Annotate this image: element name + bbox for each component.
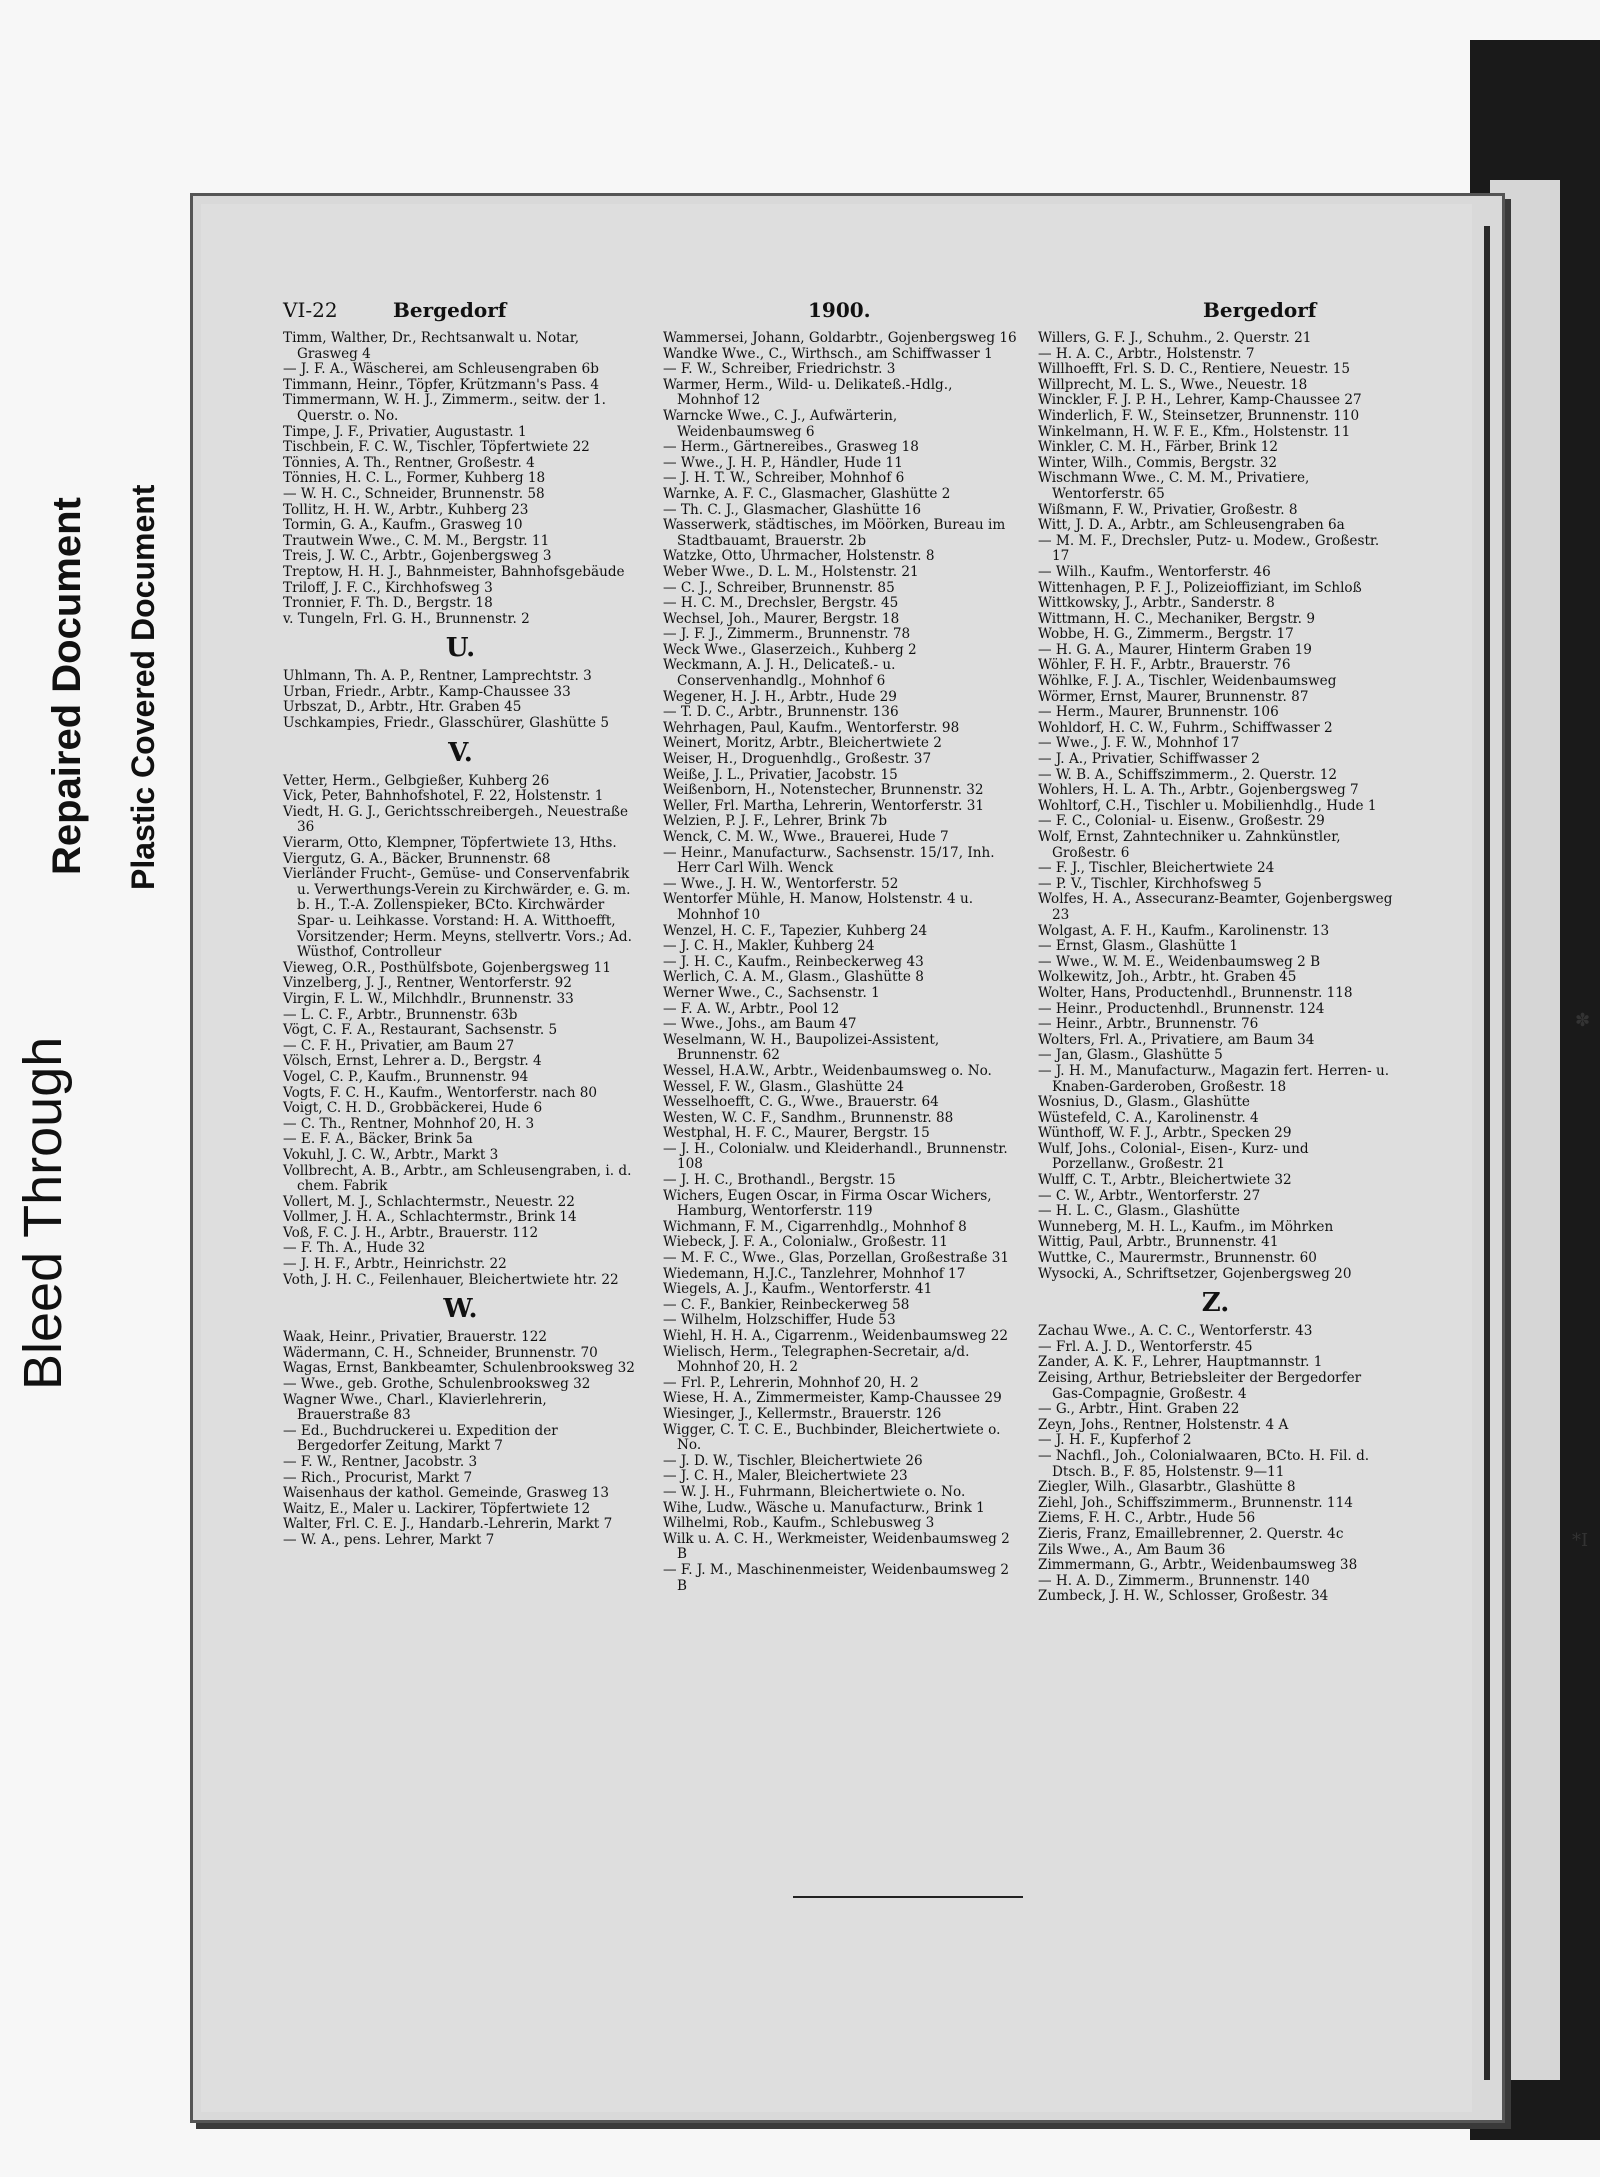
directory-entry: Warmer, Herm., Wild- u. Delikateß.-Hdlg., Mohnhof 12 — [663, 376, 953, 409]
directory-entry: Timm, Walther, Dr., Rechtsanwalt u. Notar, Grasweg 4 — [283, 330, 580, 362]
directory-entry: Willprecht, M. L. S., Wwe., Neuestr. 18 — [1038, 376, 1308, 393]
directory-entry: Tormin, G. A., Kaufm., Grasweg 10 — [283, 517, 523, 534]
page-number: VI-22 — [283, 298, 338, 322]
directory-entry: — H. A. D., Zimmerm., Brunnenstr. 140 — [1038, 1572, 1310, 1589]
directory-entry: — W. H. C., Schneider, Brunnenstr. 58 — [283, 485, 545, 502]
directory-entry: Wittmann, H. C., Mechaniker, Bergstr. 9 — [1038, 610, 1315, 627]
directory-entry: Winkelmann, H. W. F. E., Kfm., Holstenstr. 11 — [1038, 423, 1351, 440]
directory-entry: Vick, Peter, Bahnhofshotel, F. 22, Holstenstr. 1 — [283, 788, 604, 805]
directory-entry: Wolfes, H. A., Assecuranz-Beamter, Gojenbergsweg 23 — [1038, 891, 1393, 923]
directory-entry: Wihe, Ludw., Wäsche u. Manufacturw., Brink 1 — [663, 1499, 985, 1516]
directory-entry: — Herm., Gärtnereibes., Grasweg 18 — [663, 439, 919, 456]
directory-entry: — J. H. C., Kaufm., Reinbeckerweg 43 — [663, 953, 924, 970]
header-left-title: Bergedorf — [393, 298, 507, 322]
directory-entry: Winckler, F. J. P. H., Lehrer, Kamp-Chaussee 27 — [1038, 392, 1362, 409]
directory-entry: Wegener, H. J. H., Arbtr., Hude 29 — [663, 688, 897, 705]
directory-entry: — G., Arbtr., Hint. Graben 22 — [1038, 1401, 1240, 1418]
directory-entry: — M. F. C., Wwe., Glas, Porzellan, Großestraße 31 — [663, 1250, 1009, 1267]
section-letter-heading: U. — [445, 633, 476, 664]
directory-entry: Wichers, Eugen Oscar, in Firma Oscar Wichers, Hamburg, Wentorferstr. 119 — [663, 1187, 992, 1220]
directory-entry: Voß, F. C. J. H., Arbtr., Brauerstr. 112 — [283, 1224, 539, 1241]
directory-entry: Timmermann, W. H. J., Zimmerm., seitw. der 1. Querstr. o. No. — [283, 392, 606, 424]
directory-entry: — Herm., Maurer, Brunnenstr. 106 — [1038, 704, 1279, 721]
directory-entry: Willhoefft, Frl. S. D. C., Rentiere, Neuestr. 15 — [1038, 361, 1351, 378]
directory-entry: Wolters, Frl. A., Privatiere, am Baum 34 — [1038, 1031, 1315, 1048]
directory-entry: Vogts, F. C. H., Kaufm., Wentorferstr. nach 80 — [283, 1084, 598, 1101]
directory-entry: Wiebeck, J. F. A., Colonialw., Großestr. 11 — [663, 1234, 948, 1251]
directory-entry: — F. C., Colonial- u. Eisenw., Großestr. 29 — [1038, 813, 1325, 830]
directory-entry: Weber Wwe., D. L. M., Holstenstr. 21 — [663, 563, 919, 580]
directory-entry: Winter, Wilh., Commis, Bergstr. 32 — [1038, 454, 1278, 471]
document-labels — [0, 0, 190, 2177]
directory-entry: Waak, Heinr., Privatier, Brauerstr. 122 — [283, 1329, 548, 1346]
directory-entry: Viergutz, G. A., Bäcker, Brunnenstr. 68 — [283, 850, 551, 867]
directory-entry: — Ernst, Glasm., Glashütte 1 — [1038, 938, 1239, 955]
directory-entry: — Th. C. J., Glasmacher, Glashütte 16 — [663, 501, 922, 518]
directory-entry: Uhlmann, Th. A. P., Rentner, Lamprechtstr. 3 — [283, 668, 592, 685]
directory-entry: Wehrhagen, Paul, Kaufm., Wentorferstr. 98 — [663, 719, 960, 736]
directory-entry: Zieris, Franz, Emaillebrenner, 2. Querstr. 4c — [1038, 1525, 1344, 1542]
directory-entry: — Wwe., J. F. W., Mohnhof 17 — [1038, 735, 1240, 752]
directory-entry: Wöhler, F. H. F., Arbtr., Brauerstr. 76 — [1038, 657, 1291, 674]
directory-entry: Wesselhoefft, C. G., Wwe., Brauerstr. 64 — [663, 1094, 939, 1111]
directory-entry: Wentorfer Mühle, H. Manow, Holstenstr. 4 u. Mohnhof 10 — [663, 891, 974, 923]
directory-entry: Wandke Wwe., C., Wirthsch., am Schiffwasser 1 — [663, 345, 993, 362]
directory-entry: Zander, A. K. F., Lehrer, Hauptmannstr. 1 — [1038, 1354, 1323, 1371]
directory-entry: Witt, J. D. A., Arbtr., am Schleusengraben 6a — [1038, 517, 1345, 534]
directory-entry: — F. J. M., Maschinenmeister, Weidenbaumsweg 2 B — [663, 1561, 1010, 1594]
directory-entry: — J. H. F., Kupferhof 2 — [1038, 1432, 1192, 1449]
document-page — [190, 193, 1505, 2123]
directory-entry: Waitz, E., Maler u. Lackirer, Töpfertwiete 12 — [283, 1500, 591, 1517]
directory-entry: Weinert, Moritz, Arbtr., Bleichertwiete 2 — [663, 735, 942, 752]
directory-entry: Wädermann, C. H., Schneider, Brunnenstr. 70 — [283, 1344, 598, 1361]
directory-entry: Vogel, C. P., Kaufm., Brunnenstr. 94 — [283, 1068, 529, 1085]
directory-entry: Wolkewitz, Joh., Arbtr., ht. Graben 45 — [1038, 969, 1297, 986]
directory-entry: — Wwe., Johs., am Baum 47 — [663, 1016, 857, 1033]
directory-entry: — C. F. H., Privatier, am Baum 27 — [283, 1037, 515, 1054]
edge-mark: ✽ — [1575, 1010, 1591, 1031]
directory-entry: Tönnies, H. C. L., Former, Kuhberg 18 — [283, 470, 546, 487]
directory-entry: Wiesinger, J., Kellermstr., Brauerstr. 126 — [663, 1405, 942, 1422]
directory-entry: Vollbrecht, A. B., Arbtr., am Schleusengraben, i. d. chem. Fabrik — [283, 1162, 632, 1195]
directory-entry: Vögt, C. F. A., Restaurant, Sachsenstr. 5 — [283, 1022, 558, 1039]
directory-entry: Wiedemann, H.J.C., Tanzlehrer, Mohnhof 17 — [663, 1265, 966, 1282]
directory-entry: Treis, J. W. C., Arbtr., Gojenbergsweg 3 — [283, 548, 552, 565]
directory-entry: — J. H., Colonialw. und Kleiderhandl., Brunnenstr. 108 — [663, 1140, 1008, 1173]
directory-entry: Wilk u. A. C. H., Werkmeister, Weidenbaumsweg 2 B — [663, 1530, 1010, 1563]
directory-entry: Wessel, H.A.W., Arbtr., Weidenbaumsweg o. No. — [663, 1062, 992, 1079]
directory-entry: Timmann, Heinr., Töpfer, Krützmann's Pass. 4 — [283, 376, 600, 393]
directory-entry: — L. C. F., Arbtr., Brunnenstr. 63b — [283, 1006, 518, 1023]
directory-entry: Trautwein Wwe., C. M. M., Bergstr. 11 — [283, 532, 550, 549]
directory-entry: Weiße, J. L., Privatier, Jacobstr. 15 — [663, 766, 898, 783]
directory-entry: Weiser, H., Droguenhdlg., Großestr. 37 — [663, 751, 932, 768]
directory-entry: Tischbein, F. C. W., Tischler, Töpfertwiete 22 — [283, 439, 590, 456]
directory-entry: — Wwe., J. H. W., Wentorferstr. 52 — [663, 875, 899, 892]
directory-entry: Triloff, J. F. C., Kirchhofsweg 3 — [283, 579, 493, 596]
directory-entry: Weckmann, A. J. H., Delicateß.- u. Conservenhandlg., Mohnhof 6 — [663, 657, 896, 690]
directory-entry: Wagas, Ernst, Bankbeamter, Schulenbrooksweg 32 — [283, 1360, 635, 1377]
directory-column-2 — [663, 331, 1018, 1594]
directory-entry: — C. Th., Rentner, Mohnhof 20, H. 3 — [283, 1115, 535, 1132]
directory-entry: Wörmer, Ernst, Maurer, Brunnenstr. 87 — [1038, 688, 1309, 705]
directory-entry: Virgin, F. L. W., Milchhdlr., Brunnenstr. 33 — [283, 990, 574, 1007]
directory-entry: — Wilhelm, Holzschiffer, Hude 53 — [663, 1312, 896, 1329]
directory-entry: Wißmann, F. W., Privatier, Großestr. 8 — [1038, 501, 1298, 518]
header-right-title: Bergedorf — [1203, 298, 1317, 322]
directory-entry: Weselmann, W. H., Baupolizei-Assistent, Brunnenstr. 62 — [663, 1031, 940, 1064]
directory-entry: Vierländer Frucht-, Gemüse- und Conservenfabrik u. Verwerthungs-Verein zu Kirchwärder, e. G. m. b. H., T.-A. Zollenspieker, BCto. Kirchwärder Spar- u. Leihkasse. Vorstand: H. A. Witthoefft, Vorsitzender; Herm. Meyns, stellvertr. Vors.; Ad. Wüsthof, Controlleur — [283, 866, 632, 961]
directory-entry: — J. D. W., Tischler, Bleichertwiete 26 — [663, 1452, 923, 1469]
directory-entry: Weller, Frl. Martha, Lehrerin, Wentorferstr. 31 — [663, 797, 985, 814]
directory-entry: Vetter, Herm., Gelbgießer, Kuhberg 26 — [283, 772, 550, 789]
directory-entry: — J. H. M., Manufacturw., Magazin fert. Herren- u. Knaben-Garderoben, Großestr. 18 — [1038, 1062, 1390, 1095]
bleed-through-label: Bleed Through — [13, 1036, 73, 1390]
directory-entry: — W. A., pens. Lehrer, Markt 7 — [283, 1531, 495, 1548]
directory-entry: — F. W., Schreiber, Friedrichstr. 3 — [663, 361, 896, 378]
directory-entry: — F. A. W., Arbtr., Pool 12 — [663, 1000, 840, 1017]
directory-entry: Wittkowsky, J., Arbtr., Sanderstr. 8 — [1038, 595, 1275, 612]
directory-entry: Werlich, C. A. M., Glasm., Glashütte 8 — [663, 969, 924, 986]
directory-entry: Vokuhl, J. C. W., Arbtr., Markt 3 — [283, 1146, 499, 1163]
directory-entry: Wosnius, D., Glasm., Glashütte — [1038, 1094, 1250, 1111]
directory-entry: Vinzelberg, J. J., Rentner, Wentorferstr. 92 — [283, 975, 572, 992]
directory-entry: Wolgast, A. F. H., Kaufm., Karolinenstr. 13 — [1038, 922, 1330, 939]
directory-entry: Urbszat, D., Arbtr., Htr. Graben 45 — [283, 699, 522, 716]
directory-entry: v. Tungeln, Frl. G. H., Brunnenstr. 2 — [283, 610, 530, 627]
directory-entry: — J. F. A., Wäscherei, am Schleusengraben 6b — [283, 361, 599, 378]
directory-entry: Wohldorf, H. C. W., Fuhrm., Schiffwasser 2 — [1038, 719, 1333, 736]
directory-entry: — J. C. H., Maler, Bleichertwiete 23 — [663, 1468, 908, 1485]
directory-entry: Wammersei, Johann, Goldarbtr., Gojenbergsweg 16 — [663, 330, 1017, 346]
directory-entry: — C. F., Bankier, Reinbeckerweg 58 — [663, 1296, 910, 1313]
edge-mark: *I — [1572, 1530, 1589, 1551]
page-header — [283, 298, 1393, 328]
directory-entry: Wenck, C. M. W., Wwe., Brauerei, Hude 7 — [663, 829, 949, 845]
directory-entry: Uschkampies, Friedr., Glasschürer, Glashütte 5 — [283, 715, 610, 732]
directory-entry: Watzke, Otto, Uhrmacher, Holstenstr. 8 — [663, 548, 935, 565]
page-fold — [1484, 226, 1490, 2080]
directory-entry: Voth, J. H. C., Feilenhauer, Bleichertwiete htr. 22 — [283, 1271, 619, 1288]
directory-entry: — M. M. F., Drechsler, Putz- u. Modew., Großestr. 17 — [1038, 532, 1380, 565]
directory-entry: Völsch, Ernst, Lehrer a. D., Bergstr. 4 — [283, 1053, 542, 1070]
directory-entry: Wulf, Johs., Colonial-, Eisen-, Kurz- und Porzellanw., Großestr. 21 — [1038, 1140, 1309, 1173]
directory-entry: Wiese, H. A., Zimmermeister, Kamp-Chaussee 29 — [663, 1390, 1002, 1407]
directory-entry: Wüstefeld, C. A., Karolinenstr. 4 — [1038, 1109, 1259, 1126]
section-letter-heading: W. — [443, 1294, 478, 1325]
directory-entry: Wolter, Hans, Productenhdl., Brunnenstr. 118 — [1038, 984, 1353, 1001]
directory-entry: — Wwe., geb. Grothe, Schulenbrooksweg 32 — [283, 1376, 591, 1393]
directory-entry: Ziegler, Wilh., Glasarbtr., Glashütte 8 — [1038, 1479, 1296, 1496]
directory-entry: Viedt, H. G. J., Gerichtsschreibergeh., Neuestraße 36 — [283, 803, 629, 836]
directory-entry: — P. V., Tischler, Kirchhofsweg 5 — [1038, 875, 1262, 892]
directory-entry: Tronnier, F. Th. D., Bergstr. 18 — [283, 595, 493, 612]
directory-entry: Tollitz, H. H. W., Arbtr., Kuhberg 23 — [283, 501, 529, 518]
directory-entry: Zeyn, Johs., Rentner, Holstenstr. 4 A — [1038, 1416, 1289, 1433]
directory-entry: Wiehl, H. H. A., Cigarrenm., Weidenbaumsweg 22 — [663, 1328, 1009, 1344]
directory-entry: Weißenborn, H., Notenstecher, Brunnenstr. 32 — [663, 782, 984, 799]
directory-entry: Wiegels, A. J., Kaufm., Wentorferstr. 41 — [663, 1281, 933, 1298]
directory-entry: — F. W., Rentner, Jacobstr. 3 — [283, 1454, 478, 1470]
directory-entry: — T. D. C., Arbtr., Brunnenstr. 136 — [663, 704, 899, 721]
plastic-covered-label: Plastic Covered Document — [125, 484, 161, 890]
directory-entry: Westen, W. C. F., Sandhm., Brunnenstr. 88 — [663, 1109, 954, 1126]
directory-entry: — F. Th. A., Hude 32 — [283, 1240, 426, 1257]
directory-entry: Vieweg, O.R., Posthülfsbote, Gojenbergsweg 11 — [283, 959, 611, 976]
directory-entry: — Jan, Glasm., Glashütte 5 — [1038, 1047, 1223, 1064]
directory-column-1 — [283, 331, 638, 1549]
directory-entry: — Heinr., Manufacturw., Sachsenstr. 15/17, Inh. Herr Carl Wilh. Wenck — [663, 844, 995, 877]
directory-entry: — W. J. H., Fuhrmann, Bleichertwiete o. No. — [663, 1483, 966, 1500]
directory-entry: Wischmann Wwe., C. M. M., Privatiere, Wentorferstr. 65 — [1038, 470, 1310, 502]
directory-entry: Winkler, C. M. H., Färber, Brink 12 — [1038, 439, 1278, 456]
directory-entry: — C. J., Schreiber, Brunnenstr. 85 — [663, 579, 895, 596]
section-letter-heading: V. — [448, 737, 473, 768]
directory-column-3 — [1038, 331, 1393, 1605]
directory-entry: — H. G. A., Maurer, Hinterm Graben 19 — [1038, 641, 1312, 658]
directory-entry: — Nachfl., Joh., Colonialwaaren, BCto. H. Fil. d. Dtsch. B., F. 85, Holstenstr. 9—11 — [1038, 1447, 1370, 1480]
directory-entry: Vollmer, J. H. A., Schlachtermstr., Brink 14 — [283, 1209, 577, 1226]
directory-entry: Zimmermann, G., Arbtr., Weidenbaumsweg 38 — [1038, 1557, 1358, 1574]
section-letter-heading: Z. — [1201, 1288, 1230, 1319]
directory-entry: — W. B. A., Schiffszimmerm., 2. Querstr. 12 — [1038, 766, 1338, 783]
directory-entry: Wobbe, H. G., Zimmerm., Bergstr. 17 — [1038, 626, 1294, 643]
directory-entry: Ziehl, Joh., Schiffszimmerm., Brunnenstr. 114 — [1038, 1494, 1353, 1511]
directory-entry: — J. H. F., Arbtr., Heinrichstr. 22 — [283, 1256, 507, 1273]
directory-entry: Wenzel, H. C. F., Tapezier, Kuhberg 24 — [663, 922, 928, 939]
directory-entry: Wuttke, C., Maurermstr., Brunnenstr. 60 — [1038, 1250, 1317, 1267]
directory-entry: Westphal, H. F. C., Maurer, Bergstr. 15 — [663, 1125, 930, 1142]
directory-entry: — Wwe., J. H. P., Händler, Hude 11 — [663, 454, 903, 471]
directory-entry: — J. A., Privatier, Schiffwasser 2 — [1038, 751, 1260, 768]
directory-entry: — J. H. C., Brothandl., Bergstr. 15 — [663, 1172, 896, 1189]
directory-entry: Zeising, Arthur, Betriebsleiter der Bergedorfer Gas-Compagnie, Großestr. 4 — [1038, 1370, 1362, 1402]
directory-entry: Vierarm, Otto, Klempner, Töpfertwiete 13, Hths. — [283, 835, 617, 852]
directory-entry: Wöhlke, F. J. A., Tischler, Weidenbaumsweg — [1038, 673, 1337, 690]
directory-entry: Wysocki, A., Schriftsetzer, Gojenbergsweg 20 — [1038, 1265, 1352, 1282]
directory-entry: Wigger, C. T. C. E., Buchbinder, Bleichertwiete o. No. — [663, 1421, 1001, 1454]
directory-entry: — Frl. P., Lehrerin, Mohnhof 20, H. 2 — [663, 1374, 919, 1391]
directory-entry: Wielisch, Herm., Telegraphen-Secretair, a/d. Mohnhof 20, H. 2 — [663, 1343, 970, 1376]
directory-entry: Voigt, C. H. D., Grobbäckerei, Hude 6 — [283, 1100, 543, 1117]
directory-entry: Zils Wwe., A., Am Baum 36 — [1038, 1541, 1226, 1558]
directory-entry: Treptow, H. H. J., Bahnmeister, Bahnhofsgebäude — [283, 563, 625, 580]
directory-entry: Waisenhaus der kathol. Gemeinde, Grasweg 13 — [283, 1485, 609, 1502]
directory-entry: — E. F. A., Bäcker, Brink 5a — [283, 1131, 473, 1148]
directory-entry: — Frl. A. J. D., Wentorferstr. 45 — [1038, 1338, 1253, 1355]
directory-entry: — C. W., Arbtr., Wentorferstr. 27 — [1038, 1187, 1261, 1204]
directory-entry: Wilhelmi, Rob., Kaufm., Schlebusweg 3 — [663, 1515, 935, 1532]
directory-entry: Wagner Wwe., Charl., Klavierlehrerin, Brauerstraße 83 — [283, 1391, 547, 1424]
directory-entry: Weck Wwe., Glaserzeich., Kuhberg 2 — [663, 641, 917, 658]
directory-entry: Tönnies, A. Th., Rentner, Großestr. 4 — [283, 454, 535, 471]
directory-entry: Ziems, F. H. C., Arbtr., Hude 56 — [1038, 1510, 1256, 1527]
directory-entry: Wünthoff, W. F. J., Arbtr., Specken 29 — [1038, 1125, 1292, 1142]
directory-entry: Wunneberg, M. H. L., Kaufm., im Möhrken — [1038, 1218, 1334, 1235]
directory-entry: Wittig, Paul, Arbtr., Brunnenstr. 41 — [1038, 1234, 1279, 1251]
directory-entry: — Ed., Buchdruckerei u. Expedition der Bergedorfer Zeitung, Markt 7 — [283, 1422, 558, 1455]
directory-entry: Warncke Wwe., C. J., Aufwärterin, Weidenbaumsweg 6 — [663, 407, 898, 440]
directory-entry: Zachau Wwe., A. C. C., Wentorferstr. 43 — [1038, 1323, 1313, 1340]
directory-entry: — J. C. H., Makler, Kuhberg 24 — [663, 938, 875, 955]
directory-entry: Timpe, J. F., Privatier, Augustastr. 1 — [283, 423, 527, 440]
directory-entry: — J. F. J., Zimmerm., Brunnenstr. 78 — [663, 626, 911, 643]
directory-entry: Wessel, F. W., Glasm., Glashütte 24 — [663, 1078, 904, 1095]
repaired-document-label: Repaired Document — [45, 497, 89, 875]
directory-entry: — F. J., Tischler, Bleichertwiete 24 — [1038, 860, 1275, 877]
directory-entry: Urban, Friedr., Arbtr., Kamp-Chaussee 33 — [283, 683, 571, 700]
directory-entry: Werner Wwe., C., Sachsenstr. 1 — [663, 984, 880, 1001]
directory-entry: Wichmann, F. M., Cigarrenhdlg., Mohnhof 8 — [663, 1218, 967, 1235]
column-end-rule — [793, 1896, 1023, 1898]
directory-entry: — Wilh., Kaufm., Wentorferstr. 46 — [1038, 563, 1271, 580]
directory-entry: Willers, G. F. J., Schuhm., 2. Querstr. 21 — [1038, 330, 1312, 346]
directory-entry: — H. A. C., Arbtr., Holstenstr. 7 — [1038, 345, 1255, 362]
directory-entry: Wohlers, H. L. A. Th., Arbtr., Gojenbergsweg 7 — [1038, 782, 1359, 799]
directory-entry: Wohltorf, C.H., Tischler u. Mobilienhdlg., Hude 1 — [1038, 797, 1377, 814]
directory-entry: Winderlich, F. W., Steinsetzer, Brunnenstr. 110 — [1038, 407, 1360, 424]
directory-entry: — Heinr., Productenhdl., Brunnenstr. 124 — [1038, 1000, 1325, 1017]
directory-entry: — Heinr., Arbtr., Brunnenstr. 76 — [1038, 1016, 1259, 1033]
directory-entry: Walter, Frl. C. E. J., Handarb.-Lehrerin, Markt 7 — [283, 1516, 613, 1533]
header-year: 1900. — [808, 298, 871, 322]
directory-entry: Wulff, C. T., Arbtr., Bleichertwiete 32 — [1038, 1172, 1292, 1189]
directory-entry: Wasserwerk, städtisches, im Möörken, Bureau im Stadtbauamt, Brauerstr. 2b — [663, 517, 1006, 549]
directory-entry: — Wwe., W. M. E., Weidenbaumsweg 2 B — [1038, 953, 1321, 970]
directory-entry: Wechsel, Joh., Maurer, Bergstr. 18 — [663, 610, 900, 627]
directory-entry: Wittenhagen, P. F. J., Polizeioffiziant, im Schloß — [1038, 579, 1362, 596]
directory-entry: Welzien, P. J. F., Lehrer, Brink 7b — [663, 813, 888, 830]
directory-entry: — Rich., Procurist, Markt 7 — [283, 1469, 473, 1486]
directory-entry: — H. L. C., Glasm., Glashütte — [1038, 1203, 1240, 1220]
directory-entry: Zumbeck, J. H. W., Schlosser, Großestr. 34 — [1038, 1588, 1329, 1605]
directory-entry: — J. H. T. W., Schreiber, Mohnhof 6 — [663, 470, 905, 487]
directory-entry: — H. C. M., Drechsler, Bergstr. 45 — [663, 595, 899, 612]
directory-entry: Warnke, A. F. C., Glasmacher, Glashütte 2 — [663, 485, 951, 502]
directory-entry: Vollert, M. J., Schlachtermstr., Neuestr. 22 — [283, 1193, 575, 1210]
directory-entry: Wolf, Ernst, Zahntechniker u. Zahnkünstler, Großestr. 6 — [1038, 829, 1341, 861]
